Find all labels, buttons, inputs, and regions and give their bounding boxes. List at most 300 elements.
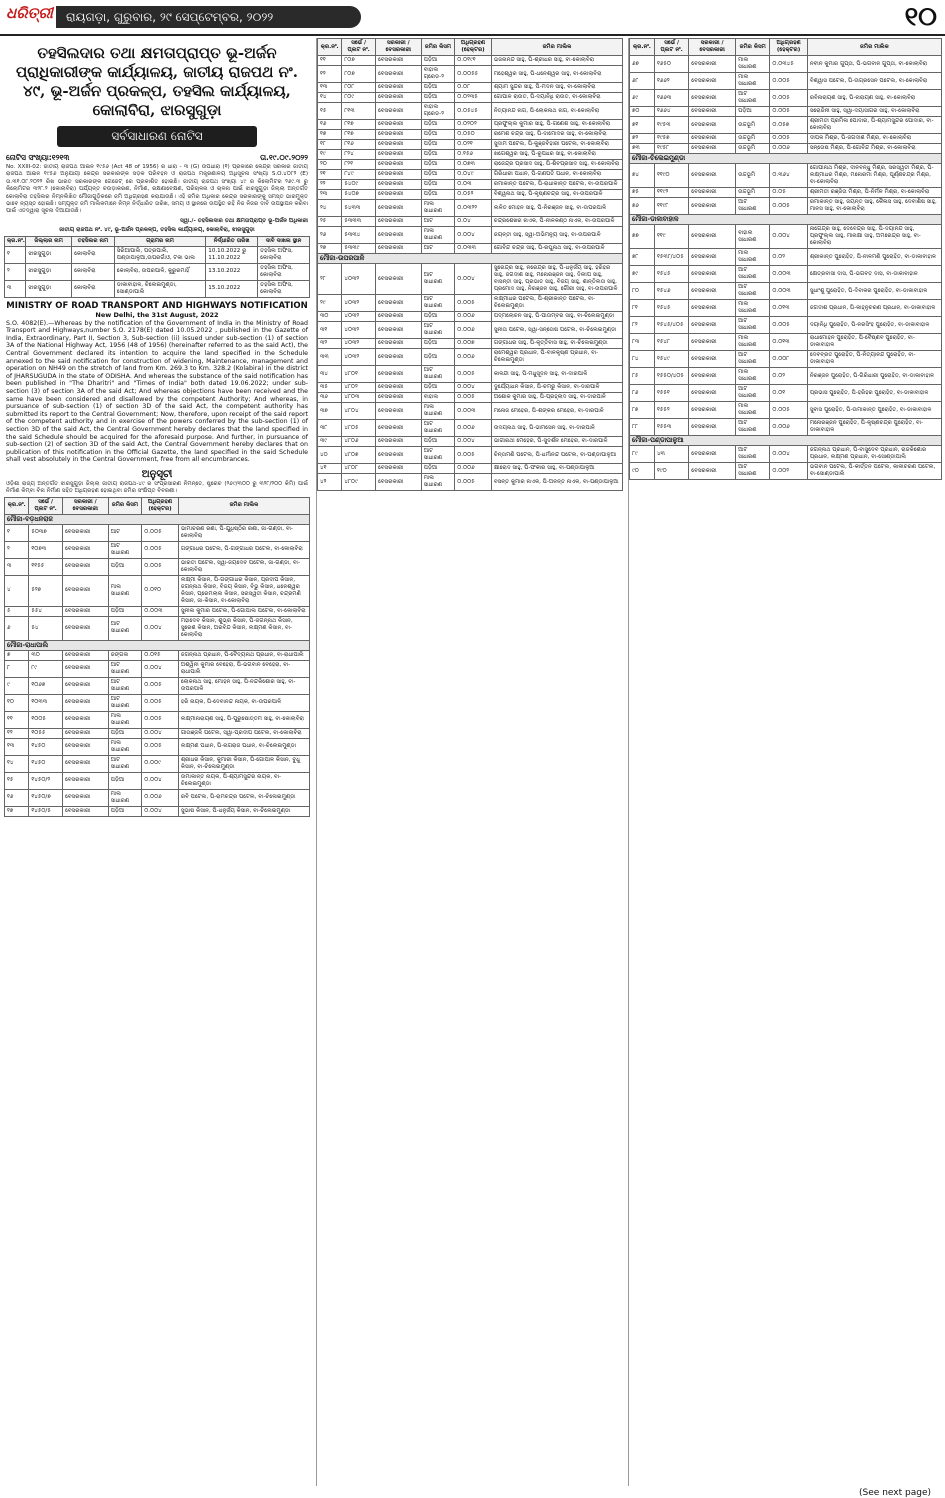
owner-cell: ଭଜନାନନ୍ଦ ସାହୁ, ପି-ଶ୍ରୀଧର ସାହୁ, ବା-କୋଲାବିରା: [491, 56, 622, 66]
table-cell: ବେସରକାରୀ: [689, 117, 736, 134]
table-cell: ୦.୦୫୪୫: [455, 103, 492, 120]
table-cell: ୧୪୫୦/୭: [29, 789, 63, 806]
table-cell: ୧୬୫୦: [654, 56, 688, 73]
table-cell: ବେସରକାରୀ: [375, 244, 421, 254]
owner-cell: ଚନ୍ଦ୍ରଶେଖର ନାଏକ, ପି-ନୀଳକଣ୍ଠ ନାଏକ, ବା-ଉପରପାଳି: [491, 217, 622, 227]
table-cell: ବେସରକାରୀ: [375, 349, 421, 366]
table-cell: ବେସରକାରୀ: [375, 140, 421, 150]
hearing-header-row: [5, 236, 310, 246]
owner-cell: ରବି ପଟେଲ, ପି-ରାମଚନ୍ଦ୍ର ପଟେଲ, ବା-ଚିଲେଇମୁଣ୍ଡା: [178, 789, 309, 806]
schedule-table-col2: [317, 38, 623, 491]
owner-cell: ବିଶ୍ୱାସ ପଟେଲ, ପି-ଉଗ୍ରସେନ ପଟେଲ, ବା-କୋଲାବିରା: [807, 73, 941, 90]
table-cell: ୦.୦୦୪: [455, 227, 492, 244]
table-cell: ୪୦୩୨: [342, 295, 376, 312]
column-header: କ୍ର.ନଂ.: [5, 497, 29, 514]
table-cell: ୦.୦୦୫: [142, 738, 179, 755]
table-cell: ପଡ଼ିଆ: [421, 312, 455, 322]
table-cell: ୧୬୬୩: [654, 90, 688, 107]
table-cell: ୦.୦୨୦୨: [455, 120, 492, 130]
column-header: କ୍ର.ନଂ.: [630, 39, 655, 56]
table-cell: ୩୨: [318, 339, 342, 349]
owner-cell: ଗଙ୍ଗାଧର ପଟେଲ, ପି-ଗଙ୍ଗାଧର ପଟେଲ, ବା-କୋଲାବିରା: [178, 541, 309, 558]
table-cell: ୦.୦୫୨: [455, 190, 492, 200]
owner-cell: ଜଗନ୍ନାଥ ପ୍ରଧାନ, ପି-ବୈଦ୍ୟନାଥ ପ୍ରଧାନ, ବା-ରାଧାପାଲି: [178, 650, 309, 660]
table-cell: ୮୧: [630, 300, 655, 317]
table-cell: ୦.୦୦୫: [455, 366, 492, 383]
table-cell: ୮୦୯: [342, 93, 376, 103]
table-cell: 10.10.2022 ରୁ 11.10.2022: [206, 246, 258, 263]
table-cell: ମାଲ ସାଧାରଣ: [736, 300, 770, 317]
table-cell: ପଡ଼ିଆ: [108, 772, 142, 789]
table-cell: ମାଲ ସାଧାରଣ: [736, 73, 770, 90]
table-cell: ଆଟ ସାଧାରଣ: [421, 366, 455, 383]
table-row: [318, 339, 623, 349]
owner-cell: ଭାମାଚରଣ ରଣା, ପି-ଯୁଧିଷ୍ଠିର ରଣା, ଜା-ଗଣ୍ଡା, ବା-କୋଲାବିରା: [178, 524, 309, 541]
table-row: [5, 575, 310, 606]
table-cell: ବେସରକାରୀ: [375, 393, 421, 403]
owner-cell: ଶ୍ରୀମତୀ ରଞ୍ଜିତା ମିଶ୍ର, ପି-ନିର୍ମଳ ମିଶ୍ର, ବା-କୋଲାବିରା: [807, 188, 941, 198]
table-cell: ପଡ଼ିଆ: [108, 606, 142, 616]
table-row: [630, 446, 942, 463]
village-heading: ମୌଜା-ରାଧାପାଲି: [5, 640, 310, 650]
table-cell: ମାଲ ସାଧାରଣ: [108, 575, 142, 606]
table-cell: ୦.୦୦୫: [770, 134, 807, 144]
table-row: [630, 283, 942, 300]
table-cell: ୮୧୬: [342, 140, 376, 150]
table-cell: ବାହାଲ ଗ୍ରେଡ-୨: [421, 103, 455, 120]
owner-cell: ଜୟନ୍ତୀ ସାହୁ, ସ୍ୱା-ଅଭିମନ୍ୟୁ ସାହୁ, ବା-ଉପରପାଳି: [491, 227, 622, 244]
table-row: [318, 312, 623, 322]
village-heading: ମୌଜା-ପଣ୍ଡାପାଳୁଆ: [630, 436, 942, 446]
table-cell: ୮୬: [630, 385, 655, 402]
table-cell: ମାଲ ସାଧାରଣ: [421, 200, 455, 217]
table-cell: ବେସରକାରୀ: [62, 772, 108, 789]
table-cell: ୦.୦୦୭: [455, 339, 492, 349]
table-cell: ୩୧: [318, 322, 342, 339]
table-cell: ୯୦: [630, 463, 655, 480]
owner-cell: ଲକ୍ଷ୍ମୀନାରାୟଣ ସାହୁ, ପି-ପୁରୁଷୋତ୍ତମ ସାହୁ, ବା-କୋଲାବିରା: [178, 711, 309, 728]
owner-cell: ସୁନୀତା ପଟେଲ, ସ୍ୱା-ସନ୍ତୋଷ ପଟେଲ, ବା-ଚିଲେଇମୁଣ୍ଡା: [491, 322, 622, 339]
table-row: [5, 616, 310, 640]
table-cell: ୪୮୦୯: [342, 474, 376, 491]
owner-cell: ପ୍ରଭାସ ପୁରୋହିତ, ପି-ହରିହର ପୁରୋହିତ, ବା-ଡାକାବାହାଳ: [807, 385, 941, 402]
table-cell: ୫: [5, 606, 29, 616]
table-row: [318, 66, 623, 83]
table-cell: ବେସରକାରୀ: [62, 660, 108, 677]
owner-cell: ଲକ୍ଷ୍ମୀ କିସାନ, ପି-ଗଙ୍ଗାଧର କିସାନ, ପ୍ରଦୀପ କିସାନ, ଜଗନ୍ନାଥ କିସାନ, ବିଜୟ କିସାନ, ବିଭୁ କିସାନ, ଧନେଶ୍ୱର କିସାନ, ପ୍ରେମଲାଲ କିସାନ, ସରସ୍ୱତୀ କିସାନ, ଚନ୍ଦ୍ରମଣି କିସାନ, ଜା-କିସାନ, ବା-କୋଲାବିରା: [178, 575, 309, 606]
schedule-title: ଅନୁସୂଚୀ: [141, 468, 173, 480]
table-cell: ୦.୦୩: [455, 180, 492, 190]
table-cell: ୧୦୩୩: [29, 694, 63, 711]
table-cell: ବେସରକାରୀ: [689, 225, 736, 249]
table-cell: ୮୪୯: [342, 170, 376, 180]
table-cell: ବାହାଲ ସାଧାରଣ: [736, 225, 770, 249]
owner-cell: ଗୀତାଞ୍ଜଳି ପଟେଲ, ସ୍ୱା-ପ୍ରଦୀପ ପଟେଲ, ବା-କୋଲାବିରା: [178, 728, 309, 738]
owner-cell: ସୁଦାମ ପଟେଲ, ପି-କୁଞ୍ଜବିହାରୀ ପଟେଲ, ବା-କୋଲାବିରା: [491, 140, 622, 150]
table-cell: ୭୪: [630, 164, 655, 188]
table-cell: ୨୦: [318, 160, 342, 170]
table-cell: ବେସରକାରୀ: [375, 447, 421, 464]
table-cell: ୧୭: [5, 806, 29, 816]
table-cell: ୪୧: [318, 464, 342, 474]
table-row: [5, 806, 310, 816]
table-row: [630, 56, 942, 73]
column-header: ଅଧିଗ୍ରହଣ (ହେକ୍ଟର): [770, 39, 807, 56]
owner-cell: ପ୍ରଫୁଲ୍ଲ କୁମାର ସାହୁ, ପି-ଗଣେଶ ସାହୁ, ବା-କୋଲାବିରା: [491, 120, 622, 130]
table-cell: ୨୪: [318, 200, 342, 217]
table-cell: ବେସରକାରୀ: [375, 464, 421, 474]
table-cell: ବେସରକାରୀ: [689, 198, 736, 215]
table-cell: ୧୧୫୫: [29, 558, 63, 575]
table-cell: ୭୫: [630, 188, 655, 198]
table-cell: ୭୧: [630, 117, 655, 134]
table-cell: ପଡ଼ିଆ: [421, 349, 455, 366]
table-row: [630, 402, 942, 419]
dateline-bar: ରାୟଗଡ଼ା, ଗୁରୁବାର, ୨୯ ସେପ୍ଟେମ୍ବର, ୨୦୨୨: [56, 6, 361, 28]
table-cell: ପଡ଼ିଆ: [108, 558, 142, 575]
table-cell: ଆଟ ସାଧାରଣ: [736, 266, 770, 283]
table-cell: ୧୯୫୩: [654, 117, 688, 134]
table-cell: ୦.୦୧: [770, 385, 807, 402]
table-cell: ୧୧: [5, 711, 29, 728]
table-cell: ବେସରକାରୀ: [689, 56, 736, 73]
table-cell: ଉଚ୍ଚଭୂମି: [736, 144, 770, 154]
table-cell: ୪: [5, 575, 29, 606]
table-cell: ୩୩: [318, 349, 342, 366]
table-cell: ବେସରକାରୀ: [375, 217, 421, 227]
table-cell: ଆଟ ସାଧାରଣ: [421, 264, 455, 295]
table-cell: ବେସରକାରୀ: [62, 711, 108, 728]
table-cell: ୧୧୯୨: [654, 188, 688, 198]
owner-cell: ହରି ନାୟକ, ପି-ଦେବାନନ୍ଦ ନାୟକ, ବା-ଉପରପାଳି: [178, 694, 309, 711]
table-cell: ୩୯: [318, 437, 342, 447]
table-row: [318, 366, 623, 383]
table-cell: ବେସରକାରୀ: [62, 755, 108, 772]
table-row: [630, 73, 942, 90]
table-cell: ୧୨: [5, 728, 29, 738]
table-cell: ୦.୦୪୯: [455, 170, 492, 180]
table-row: [318, 190, 623, 200]
table-row: [318, 393, 623, 403]
table-cell: ୦.୦୦୫: [455, 474, 492, 491]
table-cell: ୮୯: [630, 446, 655, 463]
table-cell: ବେସରକାରୀ: [689, 283, 736, 300]
table-cell: ୦.୦୩୪୫: [770, 56, 807, 73]
table-cell: ପଡ଼ିଆ: [421, 464, 455, 474]
table-cell: ୦.୦୦୩: [455, 403, 492, 420]
table-cell: ୨୨: [318, 180, 342, 190]
table-cell: ପଡ଼ିଆ: [421, 83, 455, 93]
table-row: [630, 107, 942, 117]
owner-cell: ଶ୍ରୀକାନ୍ତ ପୁରୋହିତ, ପି-ନୀଳମଣି ପୁରୋହିତ, ବା-ଡାକାବାହାଳ: [807, 249, 941, 266]
table-cell: ୧୫୪୫/୪୦୫: [654, 317, 688, 334]
notice-title: ତହସିଲଦାର ତଥା କ୍ଷମତାପ୍ରାପ୍ତ ଭୂ-ଅର୍ଜନ ପ୍ରାଧିକାରୀଙ୍କ କାର୍ଯ୍ୟାଳୟ, ଜାତୀୟ ରାଜପଥ ନଂ. ୪୯, ଭୂ-ଅର୍ଜନ ପ୍ରକଳ୍ପ, ତହସିଲ କାର୍ଯ୍ୟାଳୟ, କୋଲାବିରା, ଝାରସୁଗୁଡ଼ା: [16, 44, 298, 119]
table-cell: ୩: [5, 280, 26, 297]
table-row: [318, 120, 623, 130]
table-cell: ୦.୦୫୦: [455, 130, 492, 140]
table-cell: ୦.୦୦୫: [455, 393, 492, 403]
owner-cell: ମନୋରଞ୍ଜନ ପୁରୋହିତ, ପି-କୃଷ୍ଣଚନ୍ଦ୍ର ପୁରୋହିତ, ବା-ଡାକାବାହାଳ: [807, 419, 941, 436]
table-cell: ଆଟ: [108, 524, 142, 541]
table-cell: ୦.୦୦୪: [770, 225, 807, 249]
table-cell: ୦.୦୦୫୫: [455, 66, 492, 83]
table-cell: ଆଟ ସାଧାରଣ: [421, 322, 455, 339]
owner-cell: ରାଜେନ୍ଦ୍ର ପ୍ରସାଦ ସାହୁ, ପି-ଶିବପ୍ରସାଦ ସାହୁ, ବା-କୋଲାବିରା: [491, 160, 622, 170]
table-row: [630, 134, 942, 144]
table-cell: ମାଲ ସାଧାରଣ: [108, 738, 142, 755]
table-row: [318, 295, 623, 312]
table-cell: ୫୦୩୭: [29, 524, 63, 541]
table-cell: ୩୭: [318, 403, 342, 420]
table-cell: ଝାରସୁଗୁଡ଼ା: [26, 280, 72, 297]
table-cell: ଆଟ ସାଧାରଣ: [421, 420, 455, 437]
table-cell: ଡାକାବାହାଳ, ଚିଲେଇମୁଣ୍ଡା, ସୋଣ୍ଡାପାଲି: [114, 280, 206, 297]
table-cell: ବେସରକାରୀ: [375, 437, 421, 447]
signature-line-2: ଜାତୀୟ ରାଜପଥ ନଂ. ୪୯, ଭୂ-ଅର୍ଜନ ପ୍ରକଳ୍ପ, ତହସିଲ କାର୍ଯ୍ୟାଳୟ, କୋଲାବିରା, ଝାରସୁଗୁଡ଼ା: [59, 227, 255, 234]
newspaper-logo: ଧରିତ୍ରୀ: [6, 4, 53, 22]
owner-cell: କ୍ଷେତ୍ରବାସୀ ଦାସ, ପି-ଭଗବତ ଦାସ, ବା-ଡାକାବାହାଳ: [807, 266, 941, 283]
table-cell: ୦.୦୦୫: [142, 524, 179, 541]
table-cell: ୪୨: [318, 474, 342, 491]
column-header: ଜିଲ୍ଲାର ନାମ: [26, 236, 72, 246]
owner-cell: ଲଳିତ ମୋହନ ସାହୁ, ପି-ନିରଞ୍ଜନ ସାହୁ, ବା-ଉପରପାଳି: [491, 200, 622, 217]
table-cell: ଆଟ ସାଧାରଣ: [421, 295, 455, 312]
table-cell: ମାଲ ସାଧାରଣ: [421, 227, 455, 244]
table-row: [318, 227, 623, 244]
village-heading: ମୌଜା-ଉପରପାଳି: [318, 254, 623, 264]
owner-cell: ନାଗେନ୍ଦ୍ର ସାହୁ, ଦେବେନ୍ଦ୍ର ସାହୁ, ପି-ଦୟାନନ୍ଦ ସାହୁ, ପ୍ରଫୁଲ୍ଲ ସାହୁ, ମୀନାକ୍ଷୀ ସାହୁ, ଅମରେନ୍ଦ୍ର ସାହୁ, ବା-କୋଲାବିରା: [807, 225, 941, 249]
table-cell: ୬: [5, 616, 29, 640]
table-cell: ୪୦୩୨: [342, 322, 376, 339]
table-cell: ୪୮୦୭: [342, 447, 376, 464]
hearing-table: [4, 236, 310, 298]
table-cell: ୧୦୬୭: [29, 677, 63, 694]
table-cell: ୦.୦୦୫: [770, 317, 807, 334]
table-cell: ପଡ଼ିଆ: [736, 107, 770, 117]
table-cell: ୦.୦୦୫: [142, 711, 179, 728]
owner-cell: ରାମେଶ୍ୱର ପ୍ରଧାନ, ପି-ବାଳକୃଷ୍ଣ ପ୍ରଧାନ, ବା-ଚିଲେଇମୁଣ୍ଡା: [491, 349, 622, 366]
see-next-page: (See next page): [859, 1488, 931, 1498]
table-cell: ୦.୦୦୬: [455, 420, 492, 437]
owner-cell: ସରୋଜିନୀ ସାହୁ, ସ୍ୱା-ଦୟାସାଗର ସାହୁ, ବା-କୋଲାବିରା: [807, 107, 941, 117]
table-row: [318, 322, 623, 339]
table-cell: ପଡ଼ିଆ: [421, 150, 455, 160]
table-cell: ବେସରକାରୀ: [689, 144, 736, 154]
table-cell: ମାଲ ସାଧାରଣ: [108, 711, 142, 728]
table-cell: କୋଲାବିରା, ଉପରପାଳି, କୁରୁରମାହିଁ: [114, 263, 206, 280]
table-cell: ୦.୦୦୪: [142, 772, 179, 789]
table-cell: ୧୪୫୦/୨: [29, 772, 63, 789]
table-cell: ବେସରକାରୀ: [62, 524, 108, 541]
table-cell: ୦.୦୧୦: [142, 575, 179, 606]
table-row: [318, 217, 623, 227]
table-cell: ୧୪୫୦: [29, 755, 63, 772]
table-cell: ୧୬୬୪: [654, 107, 688, 117]
table-cell: ବେସରକାରୀ: [375, 295, 421, 312]
table-row: [318, 403, 623, 420]
column-header: ଜମିର କିସମ: [108, 497, 142, 514]
table-cell: ମାଲ ସାଧାରଣ: [736, 368, 770, 385]
table-cell: ୦.୦୧୩: [770, 300, 807, 317]
table-cell: ୧୫୫୨: [654, 402, 688, 419]
table-cell: ବେସରକାରୀ: [375, 264, 421, 295]
column-header: ଜମିର ମାଲିକ: [178, 497, 309, 514]
owner-cell: କ୍ଷୀରୋଦ ସାହୁ, ପି-ଫକୀର ସାହୁ, ବା-ପଣ୍ଡାପାଳୁଆ: [491, 464, 622, 474]
table-cell: ବେସରକାରୀ: [375, 56, 421, 66]
owner-cell: ଜଗଦୀଶ ପ୍ରଧାନ, ପି-କାହ୍ନୁଚରଣ ପ୍ରଧାନ, ବା-ଡାକାବାହାଳ: [807, 300, 941, 317]
table-cell: ୫୪୦୭: [342, 190, 376, 200]
table-cell: ବେସରକାରୀ: [375, 190, 421, 200]
table-row: [5, 711, 310, 728]
table-cell: ଆଟ: [421, 217, 455, 227]
table-cell: ବେସରକାରୀ: [689, 385, 736, 402]
table-cell: ବେସରକାରୀ: [689, 402, 736, 419]
table-cell: ୦.୦୦୬: [770, 419, 807, 436]
table-cell: ବେସରକାରୀ: [375, 366, 421, 383]
table-cell: ୪୦୩୨: [342, 312, 376, 322]
table-cell: ୦.୦୦୬: [142, 789, 179, 806]
table-row: [630, 144, 942, 154]
owner-cell: ଶ୍ରୀଧର କିସାନ, କୁମାରୀ କିସାନ, ପି-ଗୋପାଳ କିସାନ, ବୁଧୁ କିସାନ, ବା-ଚିଲେଇମୁଣ୍ଡା: [178, 755, 309, 772]
table-cell: ଝାରସୁଗୁଡ଼ା: [26, 263, 72, 280]
table-cell: ୦.୦୦୫: [770, 90, 807, 107]
column-header: ଗ୍ରାମର ନାମ: [114, 236, 206, 246]
table-cell: ୮୦୭: [342, 66, 376, 83]
table-cell: ୦.୦୦୪: [142, 616, 179, 640]
owner-cell: ସୁରେନ୍ଦ୍ର ସାହୁ, ନରେନ୍ଦ୍ର ସାହୁ, ପି-ଧନୁର୍ଜୟ ସାହୁ, ହରିହର ସାହୁ, ଜଗଦୀଶ ସାହୁ, ମନୋରଞ୍ଜନ ସାହୁ, ଦିଲୀପ ସାହୁ, ବାସନ୍ତୀ ସାହୁ, ପ୍ରଭାତ ସାହୁ, ବିଜୟ ସାହୁ, ଶାନ୍ତିଲତା ସାହୁ, ପ୍ରମୋଦ ସାହୁ, ନିରଞ୍ଜନ ସାହୁ, ଗୌରୀ ସାହୁ, ବା-ଉପରପାଳି: [491, 264, 622, 295]
table-row: [318, 140, 623, 150]
table-cell: ଉଚ୍ଚଭୂମି: [736, 164, 770, 188]
column-header: ଜମିର କିସମ: [736, 39, 770, 56]
table-cell: ୧୫୫୧: [654, 385, 688, 402]
table-cell: ତହସିଲ ଅଫିସ, କୋଲାବିରା: [258, 280, 310, 297]
table-row: [318, 464, 623, 474]
table-cell: ୦.୦୦୫: [455, 295, 492, 312]
owner-cell: ରମାକାନ୍ତ ପଟେଲ, ପି-ରାଧାକାନ୍ତ ପଟେଲ, ବା-ଉପରପାଳି: [491, 180, 622, 190]
table-row: [5, 558, 310, 575]
table-cell: ୮୨୪: [342, 150, 376, 160]
table-cell: କୋଲାବିରା: [72, 280, 115, 297]
table-cell: ୦.୦୫୭: [770, 117, 807, 134]
table-cell: ୮୫: [630, 368, 655, 385]
table-row: [318, 244, 623, 254]
table-cell: ୫୩୩୪: [342, 227, 376, 244]
table-cell: ବେସରକାରୀ: [375, 474, 421, 491]
table-cell: ୧୦୫୫: [29, 728, 63, 738]
table-row: [318, 447, 623, 464]
table-cell: ବେସରକାରୀ: [375, 93, 421, 103]
table-cell: ବେସରକାରୀ: [689, 249, 736, 266]
table-row: [5, 541, 310, 558]
table-cell: ପଡ଼ିଆ: [421, 339, 455, 349]
table-row: [318, 150, 623, 160]
table-row: [318, 130, 623, 140]
table-row: [5, 694, 310, 711]
table-cell: ଆଟ ସାଧାରଣ: [736, 351, 770, 368]
table-cell: ୦.୦୮: [455, 83, 492, 93]
table-row: [318, 83, 623, 93]
owner-cell: ସୁବାସ ପୁରୋହିତ, ପି-ଉମାକାନ୍ତ ପୁରୋହିତ, ବା-ଡାକାବାହାଳ: [807, 402, 941, 419]
table-cell: ବେସରକାରୀ: [375, 170, 421, 180]
table-cell: ୧୪୫୦/୫: [29, 806, 63, 816]
schedule-table-col3: [629, 38, 942, 480]
column-header: ସର୍ଭେ / ପ୍ଲଟ ନଂ.: [342, 39, 376, 56]
table-cell: ୨୬: [318, 227, 342, 244]
table-cell: ୮୩: [630, 334, 655, 351]
column-header: ଜମିର ମାଲିକ: [807, 39, 941, 56]
village-heading: ମୌଜା-ଡାକାବାହାଳ: [630, 215, 942, 225]
table-cell: ୨: [5, 263, 26, 280]
table-cell: ୭୨: [630, 134, 655, 144]
owner-cell: ବସନ୍ତ କୁମାର ନାଏକ, ପି-ଅନନ୍ତ ନାଏକ, ବା-ପଣ୍ଡାପାଳୁଆ: [491, 474, 622, 491]
owner-cell: ନବୀନ କୁମାର ଗୁପ୍ତା, ପି-ଭଗବାନ ଗୁପ୍ତା, ବା-କୋଲାବିରା: [807, 56, 941, 73]
table-cell: ୮୧୭: [342, 130, 376, 140]
table-cell: ପଡ଼ିଆ: [421, 56, 455, 66]
table-cell: ବେସରକାରୀ: [375, 120, 421, 130]
owner-cell: ଅଶ୍ୱିନୀ କୁମାର ବେହେରା, ପି-ଭଗବାନ ବେହେରା, ବା-ରାଧାପାଲି: [178, 660, 309, 677]
table-cell: ବେସରକାରୀ: [62, 806, 108, 816]
table-cell: ଆଟ ସାଧାରଣ: [736, 385, 770, 402]
table-cell: ୦.୦୦୫: [142, 541, 179, 558]
table-cell: ବେସରକାରୀ: [62, 789, 108, 806]
signature-line: ସ୍ୱା./- ତହସିଲଦାର ତଥା କ୍ଷମତାପ୍ରାପ୍ତ ଭୂ-ଅର୍ଜନ ଅଧିକାରୀ: [180, 217, 308, 224]
table-cell: ୧୦୦୫: [29, 711, 63, 728]
table-cell: ୬୮: [630, 73, 655, 90]
table-row: [5, 246, 310, 263]
table-cell: ବେସରକାରୀ: [62, 677, 108, 694]
table-cell: ୧୫୫୩: [654, 419, 688, 436]
table-row: [318, 170, 623, 180]
owner-cell: ଲକ୍ଷ୍ମଣ ପଧାନ, ପି-ନାଗରାଜ ପଧାନ, ବା-ଚିଲେଇମୁଣ୍ଡା: [178, 738, 309, 755]
owner-cell: ଗୋପାଳ ରାଉତ, ପି-ଦୟାନିଧି ରାଉତ, ବା-କୋଲାବିରା: [491, 93, 622, 103]
table-cell: ବେସରକାରୀ: [375, 312, 421, 322]
table-cell: ୦.୦୦୯: [142, 755, 179, 772]
table-cell: ବେସରକାରୀ: [375, 83, 421, 93]
table-row: [630, 117, 942, 134]
table-cell: ୦.୦୦୩: [770, 266, 807, 283]
table-cell: ବେସରକାରୀ: [62, 606, 108, 616]
table-cell: ବାହାଲ ଗ୍ରେଡ-୨: [421, 66, 455, 83]
table-row: [318, 474, 623, 491]
table-row: [630, 198, 942, 215]
table-cell: ୦.୦୨୧: [455, 140, 492, 150]
owner-cell: ଅଶୋକ କୁମାର ସାହୁ, ପି-ପ୍ରହ୍ଲାଦ ସାହୁ, ବା-ଦାରପାଳି: [491, 393, 622, 403]
table-cell: ୦.୦୨: [770, 368, 807, 385]
owner-cell: ଭାରତୀ ପଟେଲ, ସ୍ୱା-ଜୟଦେବ ପଟେଲ, ଜା-ଗଣ୍ଡା, ବା-କୋଲାବିରା: [178, 558, 309, 575]
table-cell: ୫୪୦୯: [342, 180, 376, 190]
table-cell: ୧୧୯୦: [654, 164, 688, 188]
table-cell: ୧୫୪୮: [654, 334, 688, 351]
table-cell: ବେସରକାରୀ: [689, 90, 736, 107]
table-cell: ୦.୦୪: [455, 217, 492, 227]
owner-cell: ଗଙ୍ଗାଧର ସାହୁ, ପି-କୃତ୍ତିବାସ ସାହୁ, ବା-ଚିଲେଇମୁଣ୍ଡା: [491, 339, 622, 349]
table-cell: ୦.୦୨୩୫: [455, 93, 492, 103]
table-cell: ୦.୦୦୫: [770, 198, 807, 215]
owner-cell: ମହାଦେବ କିସାନ, ଶୁଭ୍ର କିସାନ, ପି-ଜଗନ୍ନାଥ କିସାନ, ସୁରେଶ କିସାନ, ଅରବିନ୍ଦ କିସାନ, ଲକ୍ଷ୍ମଣ କିସାନ, ବା-କୋଲାବିରା: [178, 616, 309, 640]
table-row: [318, 93, 623, 103]
table-cell: ଉଚ୍ଚଭୂମି: [736, 134, 770, 144]
table-cell: ୪୮୦୪: [342, 403, 376, 420]
schedule-header-row: [318, 39, 623, 56]
table-cell: ୧୯୦: [654, 463, 688, 480]
table-cell: ବେସରକାରୀ: [689, 266, 736, 283]
table-row: [630, 317, 942, 334]
schedule-intro: ଓଡ଼ିଶା ରାଜ୍ୟ ଅନ୍ତର୍ଗତ ଝାରସୁଗୁଡ଼ା ଜିଲ୍ଲା ଜାତୀୟ ରାଜପଥ-୪୯ ର ସଂପ୍ରସାରଣ ନିମନ୍ତେ, ଷ୍ଟ୍ରେଚ (୨୬୯/୩୦୦ ରୁ ୩୨୮/୨୦୦ କିମି) ପାଇଁ ନିର୍ମାଣ କିମ୍ବା ବିନା ନିର୍ମାଣ ସହିତ ଅଧିଗ୍ରହଣ ହୋଇଥିବା ଜମିର ସଂକ୍ଷିପ୍ତ ବିବରଣୀ।: [6, 480, 308, 495]
owner-cell: ଉଦୟନାଥ ସାହୁ, ପି-ଭୀମସେନ ସାହୁ, ବା-ଦାରପାଳି: [491, 420, 622, 437]
table-row: [318, 56, 623, 66]
owner-cell: ଦେବବ୍ରତ ପୁରୋହିତ, ପି-ନିତ୍ୟାନନ୍ଦ ପୁରୋହିତ, ବା-ଡାକାବାହାଳ: [807, 351, 941, 368]
table-cell: ୧୧: [318, 56, 342, 66]
